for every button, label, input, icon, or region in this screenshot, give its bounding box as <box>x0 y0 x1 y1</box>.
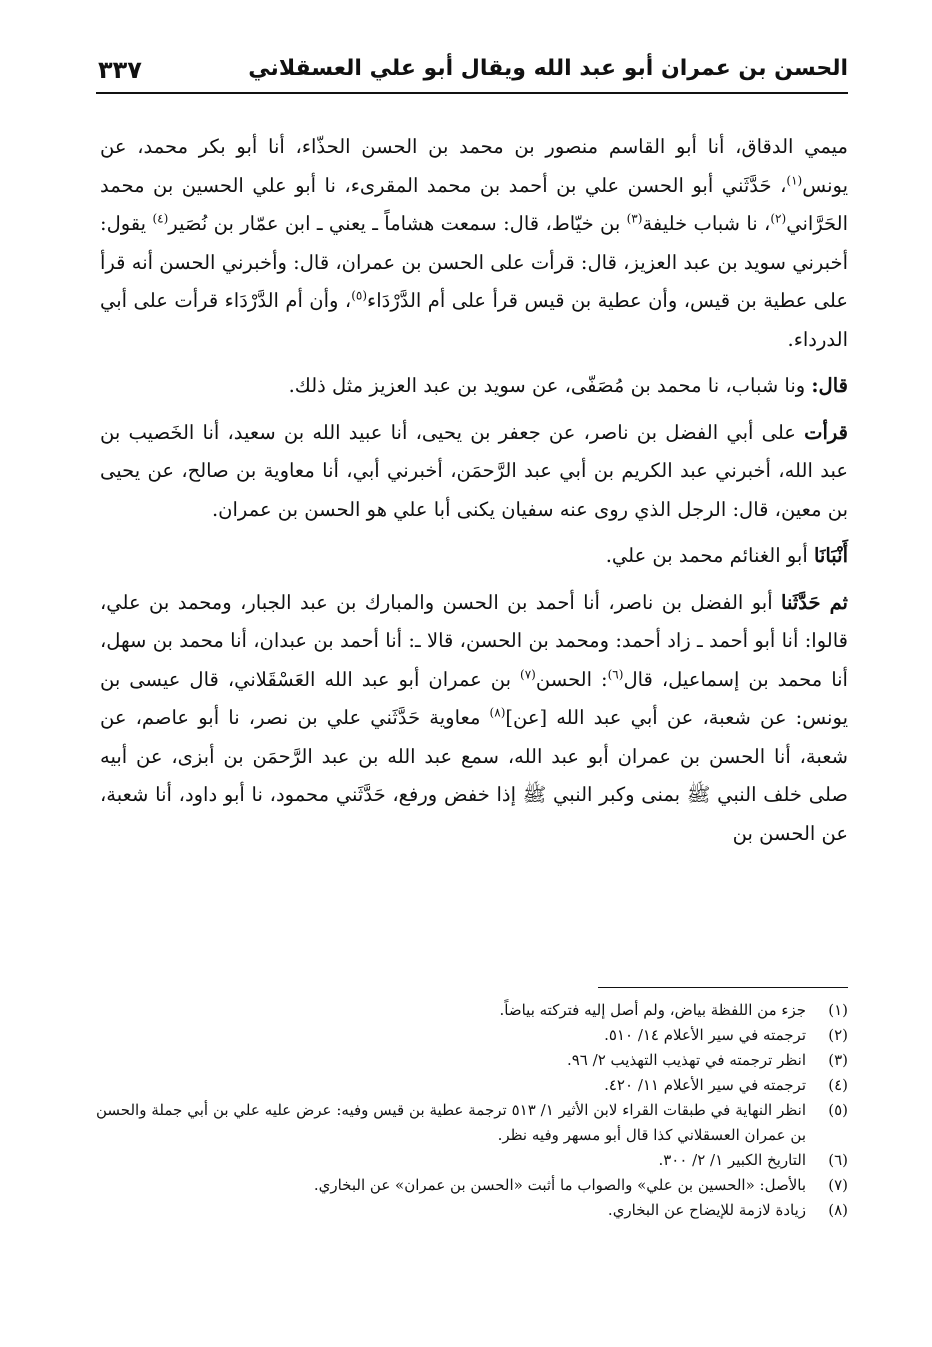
footnote-text: انظر ترجمته في تهذيب التهذيب ٢/ ٩٦. <box>566 1051 806 1069</box>
running-header <box>96 52 848 94</box>
text-run: أبو الفضل بن ناصر، أنا أحمد بن الحسن والمبارك بن عبد الجبار، ومحمد بن علي، قالوا: أنا أبو أحمد ـ زاد أحمد: ومحمد بن الحسن، قالا ـ: أنا أحمد بن عبدان، أنا محمد بن سهل، أنا محمد بن إسماعيل، قال <box>100 590 848 691</box>
running-title: الحسن بن عمران أبو عبد الله ويقال أبو علي العسقلاني <box>248 56 848 81</box>
footnote-5 <box>96 1098 848 1148</box>
footnote-text: ترجمته في سير الأعلام ١٤/ ٥١٠. <box>604 1026 806 1044</box>
main-text <box>100 128 848 853</box>
text-run: ، نا شباب خليفة <box>642 212 771 235</box>
footnote-3 <box>96 1048 848 1073</box>
paragraph-5 <box>100 584 848 854</box>
footnote-separator <box>598 987 848 988</box>
paragraph-keyword: قال: <box>811 374 848 397</box>
footnote-ref-5: (٥) <box>351 288 368 303</box>
paragraph-4 <box>100 537 848 576</box>
footnote-ref-2: (٢) <box>770 211 787 226</box>
footnote-text: انظر النهاية في طبقات القراء لابن الأثير ١/ ٥١٣ ترجمة عطية بن قيس وفيه: عرض عليه علي بن أبي جملة والحسن بن عمران العسقلاني كذا قال أبو مسهر وفيه نظر. <box>96 1101 807 1144</box>
footnote-number: (٥) <box>828 1101 848 1119</box>
footnote-ref-8: (٨) <box>489 705 506 720</box>
footnotes <box>96 998 848 1223</box>
text-run: ، وأن أم الدَّرْدَاء قرأت على أبي الدرداء. <box>100 289 848 351</box>
footnote-7 <box>96 1173 848 1198</box>
text-run: بن خيّاط، قال: سمعت هشاماً ـ يعني ـ ابن عمّار بن نُصَير <box>168 212 627 235</box>
footnote-8 <box>96 1198 848 1223</box>
footnote-text: بالأصل: «الحسين بن علي» والصواب ما أثبت «الحسن بن عمران» عن البخاري. <box>313 1176 806 1194</box>
footnote-text: جزء من اللفظة بياض، ولم أصل إليه فتركته بياضاً. <box>499 1001 806 1019</box>
text-run: يقول: أخبرني سويد بن عبد العزيز، قال: قرأت على الحسن بن عمران، قال: وأخبرني الحسن أنه قرأ على عطية بن قيس، وأن عطية بن قيس قرأ على أم الدَّرْدَاء <box>100 212 848 312</box>
footnote-6 <box>96 1148 848 1173</box>
text-run: ونا شباب، نا محمد بن مُصَفّى، عن سويد بن عبد العزيز مثل ذلك. <box>288 374 812 397</box>
footnote-1 <box>96 998 848 1023</box>
paragraph-2 <box>100 367 848 406</box>
paragraph-3 <box>100 414 848 530</box>
footnote-number: (٣) <box>828 1051 848 1069</box>
text-run: ، حَدَّثَني أبو الحسن علي بن أحمد بن محمد المقرىء، نا أبو علي الحسين بن محمد الحَرَّاني <box>100 173 848 235</box>
text-run: : الحسن <box>535 667 608 691</box>
footnote-ref-4: (٤) <box>152 211 169 226</box>
text-run: أبو الغنائم محمد بن علي. <box>605 544 814 567</box>
paragraph-keyword: قرأت <box>804 420 848 444</box>
paragraph-keyword: أَنْبَانَا <box>813 544 848 567</box>
footnote-2 <box>96 1023 848 1048</box>
paragraph-1 <box>100 128 848 359</box>
footnote-number: (٤) <box>828 1076 848 1094</box>
footnote-ref-3: (٣) <box>626 211 643 226</box>
footnote-4 <box>96 1073 848 1098</box>
footnote-ref-1: (١) <box>786 173 803 187</box>
footnote-ref-7: (٧) <box>520 667 536 681</box>
footnote-number: (٢) <box>828 1026 848 1044</box>
footnote-number: (١) <box>828 1001 848 1019</box>
footnote-text: زيادة لازمة للإيضاح عن البخاري. <box>607 1201 806 1219</box>
text-run: معاوية حَدَّثَني علي بن نصر، نا أبو عاصم، عن شعبة، أنا الحسن بن عمران أبو عبد الله، سمع عبد الله بن عبد الرَّحمَن بن أبزى، عن أبيه صلى خلف النبي ﷺ بمنى وكبر النبي ﷺ إذا خفض ورفع، حَدَّثَني محمود، نا أبو داود، أنا شعبة، عن الحسن بن <box>100 706 848 845</box>
footnote-ref-6: (٦) <box>607 667 624 681</box>
page-number: ٣٣٧ <box>98 56 142 84</box>
footnote-text: التاريخ الكبير ١/ ٢/ ٣٠٠. <box>658 1151 806 1169</box>
footnote-number: (٨) <box>828 1201 848 1219</box>
paragraph-keyword: ثم حَدَّثَنا <box>781 590 848 614</box>
text-run: ميمي الدقاق، أنا أبو القاسم منصور بن محمد بن الحسن الحذّاء، أنا أبو بكر محمد، عن يونس <box>100 135 848 197</box>
text-run: بن عمران أبو عبد الله العَسْقَلاني، قال عيسى بن يونس: عن شعبة، عن أبي عبد الله [عن] <box>100 667 848 729</box>
footnote-number: (٦) <box>828 1151 848 1169</box>
footnote-number: (٧) <box>828 1176 848 1194</box>
text-run: على أبي الفضل بن ناصر، عن جعفر بن يحيى، أنا عبيد الله بن سعيد، أنا الخَصيب بن عبد الله، أخبرني عبد الكريم بن أبي عبد الرَّحمَن، أخبرني أبي، أنا معاوية بن صالح، عن يحيى بن معين، قال: الرجل الذي روى عنه سفيان يكنى أبا علي هو الحسن بن عمران. <box>100 420 848 521</box>
footnote-text: ترجمته في سير الأعلام ١١/ ٤٢٠. <box>604 1076 806 1094</box>
